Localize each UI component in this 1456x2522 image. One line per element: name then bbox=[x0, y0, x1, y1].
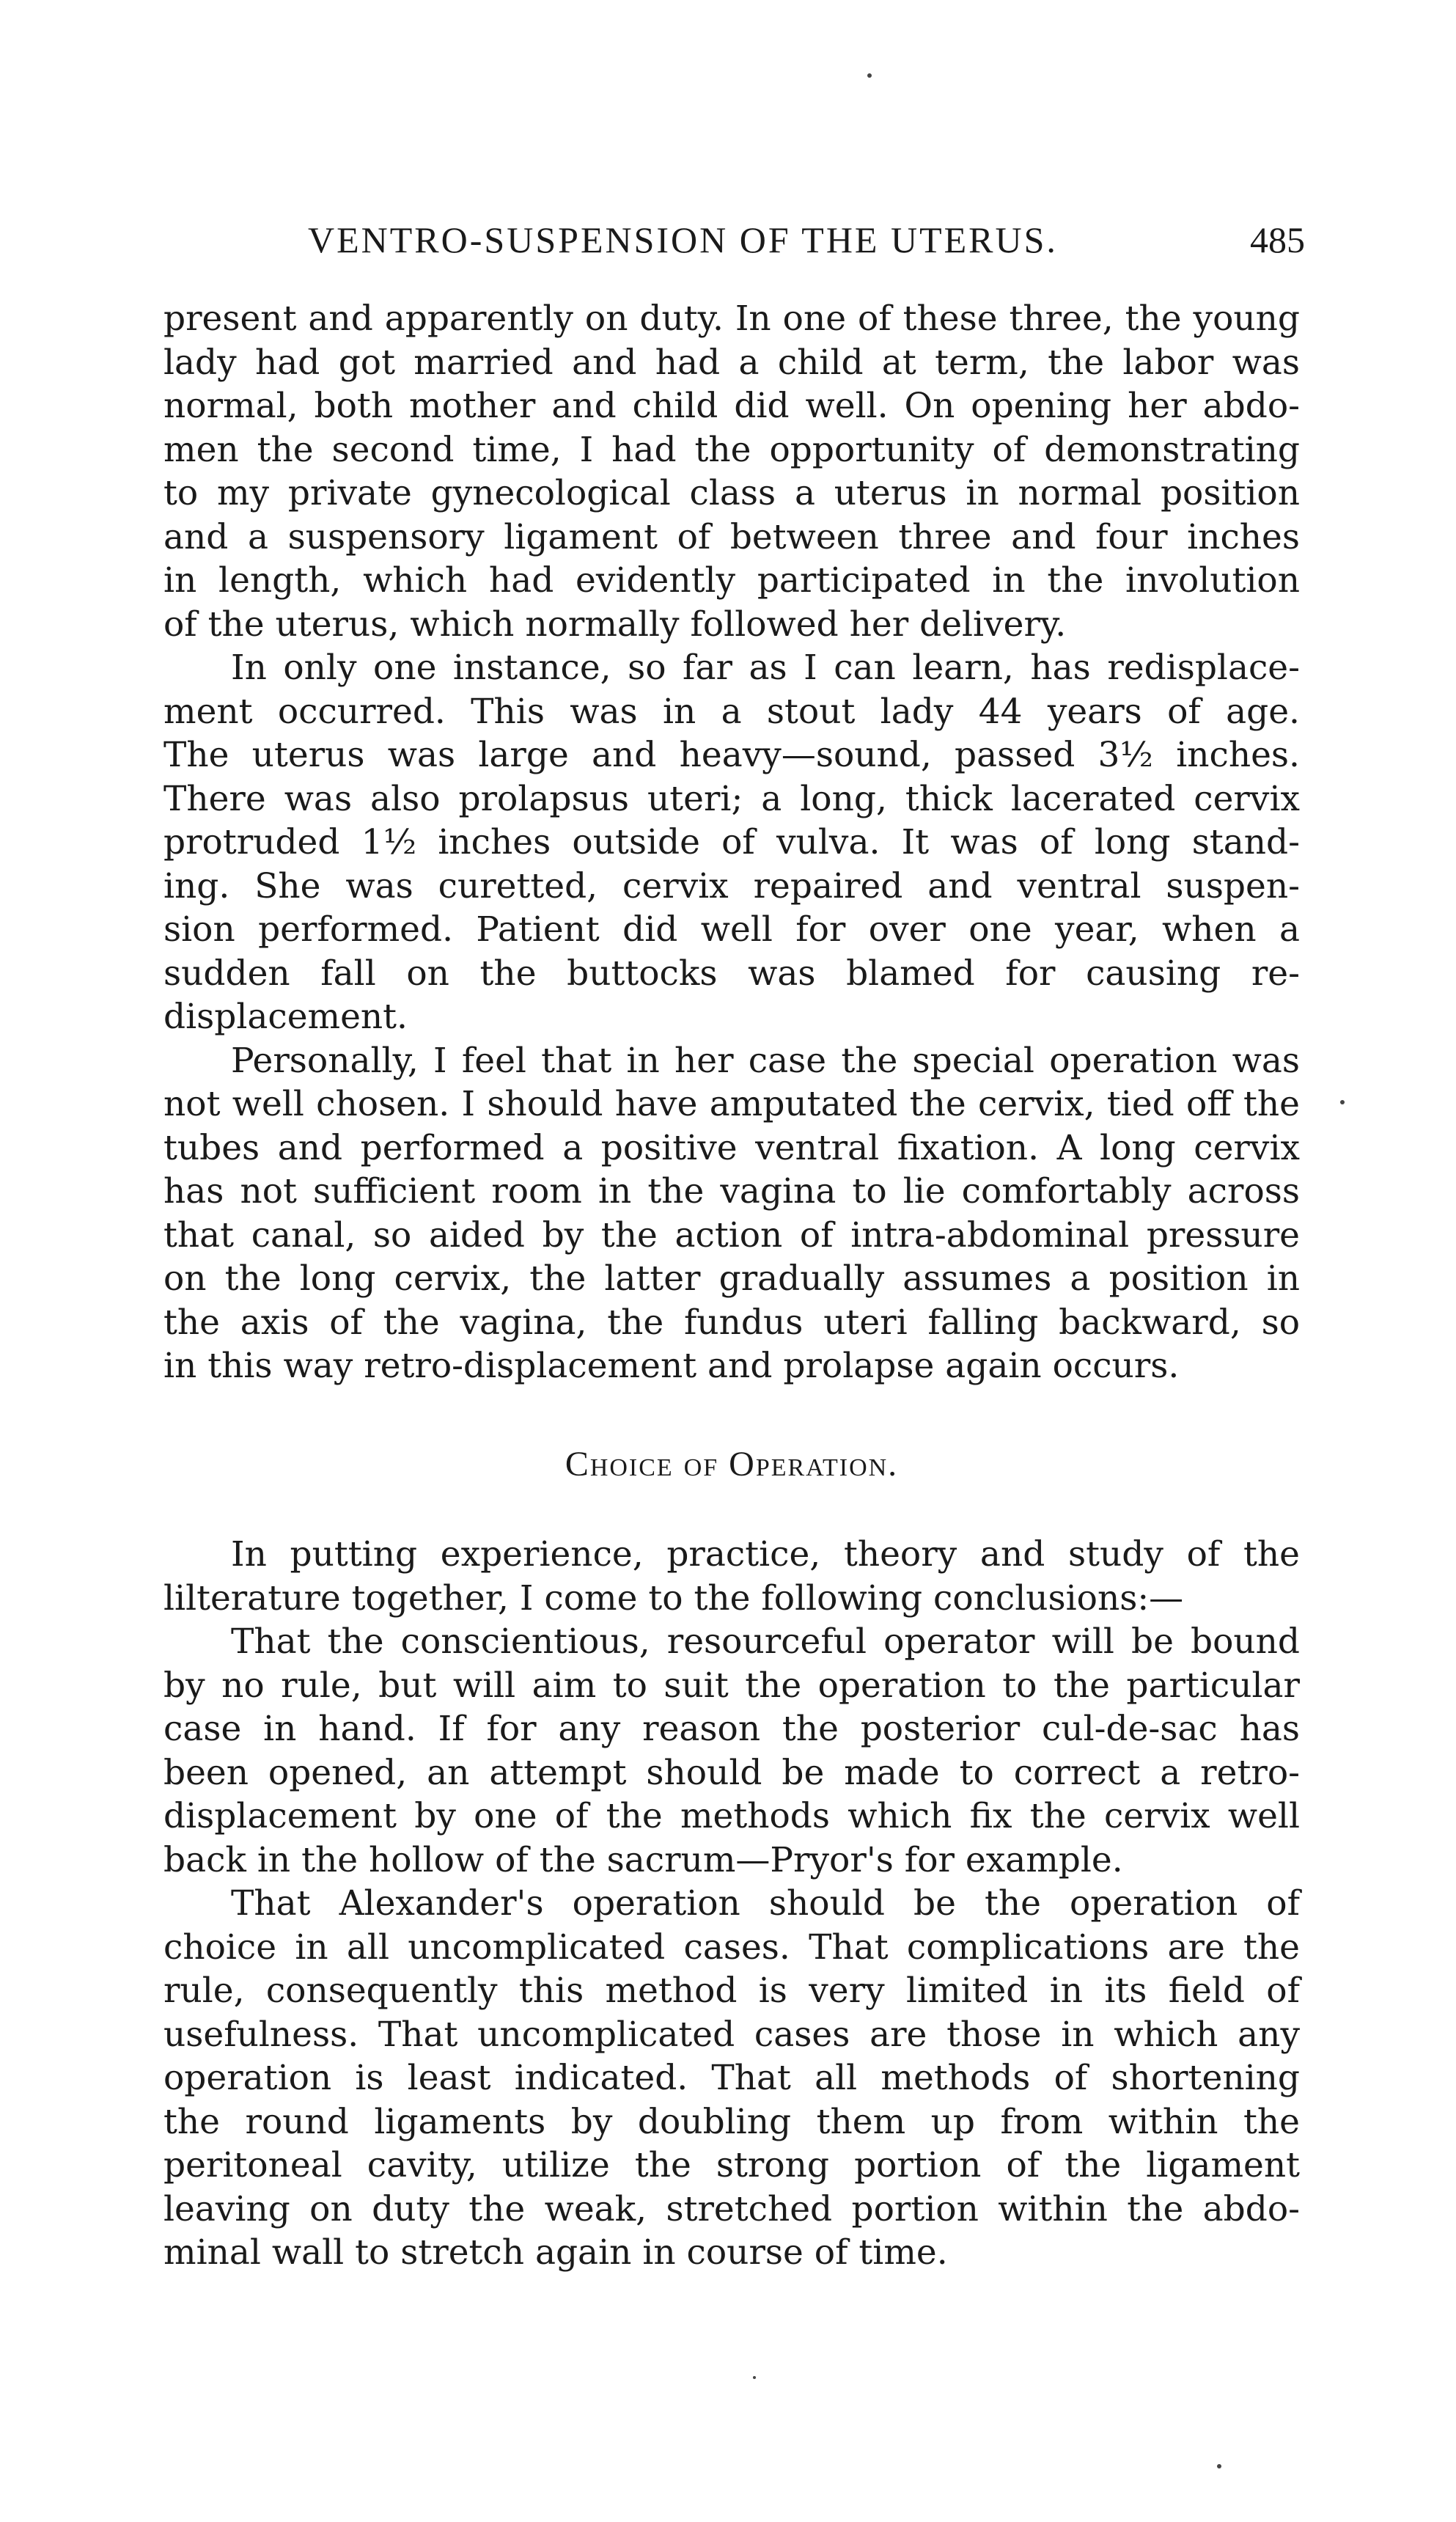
paragraph bbox=[163, 646, 1300, 1039]
text-line: has not sufficient room in the vagina to lie comfortably across bbox=[163, 1171, 1300, 1211]
speck-mark bbox=[1217, 2464, 1221, 2468]
text-line: lilterature together, I come to the following conclusions:— bbox=[163, 1577, 1184, 1619]
text-line: In only one instance, so far as I can learn, has redisplace- bbox=[231, 648, 1300, 688]
text-line: case in hand. If for any reason the posterior cul-de-sac has bbox=[163, 1709, 1300, 1749]
section-paragraphs bbox=[163, 1533, 1300, 2275]
text-line: leaving on duty the weak, stretched portion within the abdo- bbox=[163, 2188, 1300, 2229]
paragraph bbox=[163, 1882, 1300, 2275]
text-line: sion performed. Patient did well for over one year, when a bbox=[163, 909, 1300, 950]
text-line: ment occurred. This was in a stout lady 44 years of age. bbox=[163, 691, 1300, 732]
text-line: Personally, I feel that in her case the special operation was bbox=[231, 1040, 1300, 1081]
text-line: That Alexander's operation should be the operation of bbox=[231, 1883, 1300, 1924]
text-line: rule, consequently this method is very limited in its field of bbox=[163, 1971, 1300, 2011]
text-line: sudden fall on the buttocks was blamed for causing re- bbox=[163, 953, 1300, 994]
text-line: not well chosen. I should have amputated the cervix, tied off the bbox=[163, 1084, 1300, 1124]
text-line: in length, which had evidently participated in the involution bbox=[163, 560, 1300, 601]
text-line: to my private gynecological class a uterus in normal position bbox=[163, 473, 1300, 513]
paragraph bbox=[163, 1533, 1300, 1620]
paragraph bbox=[163, 297, 1300, 646]
text-line: back in the hollow of the sacrum—Pryor's for example. bbox=[163, 1839, 1123, 1880]
text-line: There was also prolapsus uteri; a long, thick lacerated cervix bbox=[163, 778, 1300, 819]
text-line: that canal, so aided by the action of intra-abdominal pressure bbox=[163, 1214, 1300, 1255]
section-heading: Choice of Operation. bbox=[565, 1444, 899, 1484]
page-header bbox=[308, 219, 1305, 270]
body-paragraphs bbox=[163, 297, 1300, 1388]
text-line: by no rule, but will aim to suit the operation to the particular bbox=[163, 1665, 1300, 1706]
text-line: in this way retro-displacement and prolapse again occurs. bbox=[163, 1346, 1180, 1386]
text-line: peritoneal cavity, utilize the strong portion of the ligament bbox=[163, 2145, 1300, 2185]
running-title: VENTRO-SUSPENSION OF THE UTERUS. bbox=[308, 219, 1058, 260]
text-line: the axis of the vagina, the fundus uteri falling backward, so bbox=[163, 1302, 1300, 1343]
text-line: displacement. bbox=[163, 997, 408, 1037]
text-line: been opened, an attempt should be made to correct a retro- bbox=[163, 1752, 1300, 1793]
text-line: choice in all uncomplicated cases. That complications are the bbox=[163, 1927, 1300, 1968]
text-line: operation is least indicated. That all methods of shortening bbox=[163, 2058, 1300, 2098]
text-line: the round ligaments by doubling them up from within the bbox=[163, 2101, 1300, 2142]
page-number: 485 bbox=[1250, 219, 1305, 260]
text-line: lady had got married and had a child at term, the labor was bbox=[163, 342, 1300, 383]
text-line: present and apparently on duty. In one of these three, the young bbox=[163, 298, 1300, 339]
text-line: normal, both mother and child did well. On opening her abdo- bbox=[163, 386, 1300, 426]
text-line: That the conscientious, resourceful operator will be bound bbox=[231, 1621, 1300, 1662]
text-line: and a suspensory ligament of between three and four inches bbox=[163, 516, 1300, 557]
text-line: ing. She was curetted, cervix repaired and ventral suspen- bbox=[163, 865, 1300, 906]
text-line: men the second time, I had the opportunity of demonstrating bbox=[163, 429, 1300, 470]
speck-mark bbox=[1340, 1100, 1345, 1104]
paragraph bbox=[163, 1620, 1300, 1882]
text-line: displacement by one of the methods which fix the cervix well bbox=[163, 1796, 1300, 1836]
text-line: minal wall to stretch again in course of time. bbox=[163, 2232, 948, 2273]
text-line: usefulness. That uncomplicated cases are those in which any bbox=[163, 2014, 1300, 2055]
text-line: In putting experience, practice, theory and study of the bbox=[231, 1534, 1300, 1575]
speck-mark bbox=[753, 2376, 756, 2379]
text-line: The uterus was large and heavy—sound, passed 3½ inches. bbox=[163, 735, 1300, 775]
text-line: on the long cervix, the latter gradually assumes a position in bbox=[163, 1258, 1300, 1299]
paragraph bbox=[163, 1039, 1300, 1388]
text-line: tubes and performed a positive ventral fixation. A long cervix bbox=[163, 1127, 1300, 1168]
text-line: protruded 1½ inches outside of vulva. It was of long stand- bbox=[163, 822, 1300, 862]
text-line: of the uterus, which normally followed her delivery. bbox=[163, 604, 1067, 645]
page-body bbox=[163, 297, 1300, 2275]
speck-mark bbox=[867, 73, 872, 78]
